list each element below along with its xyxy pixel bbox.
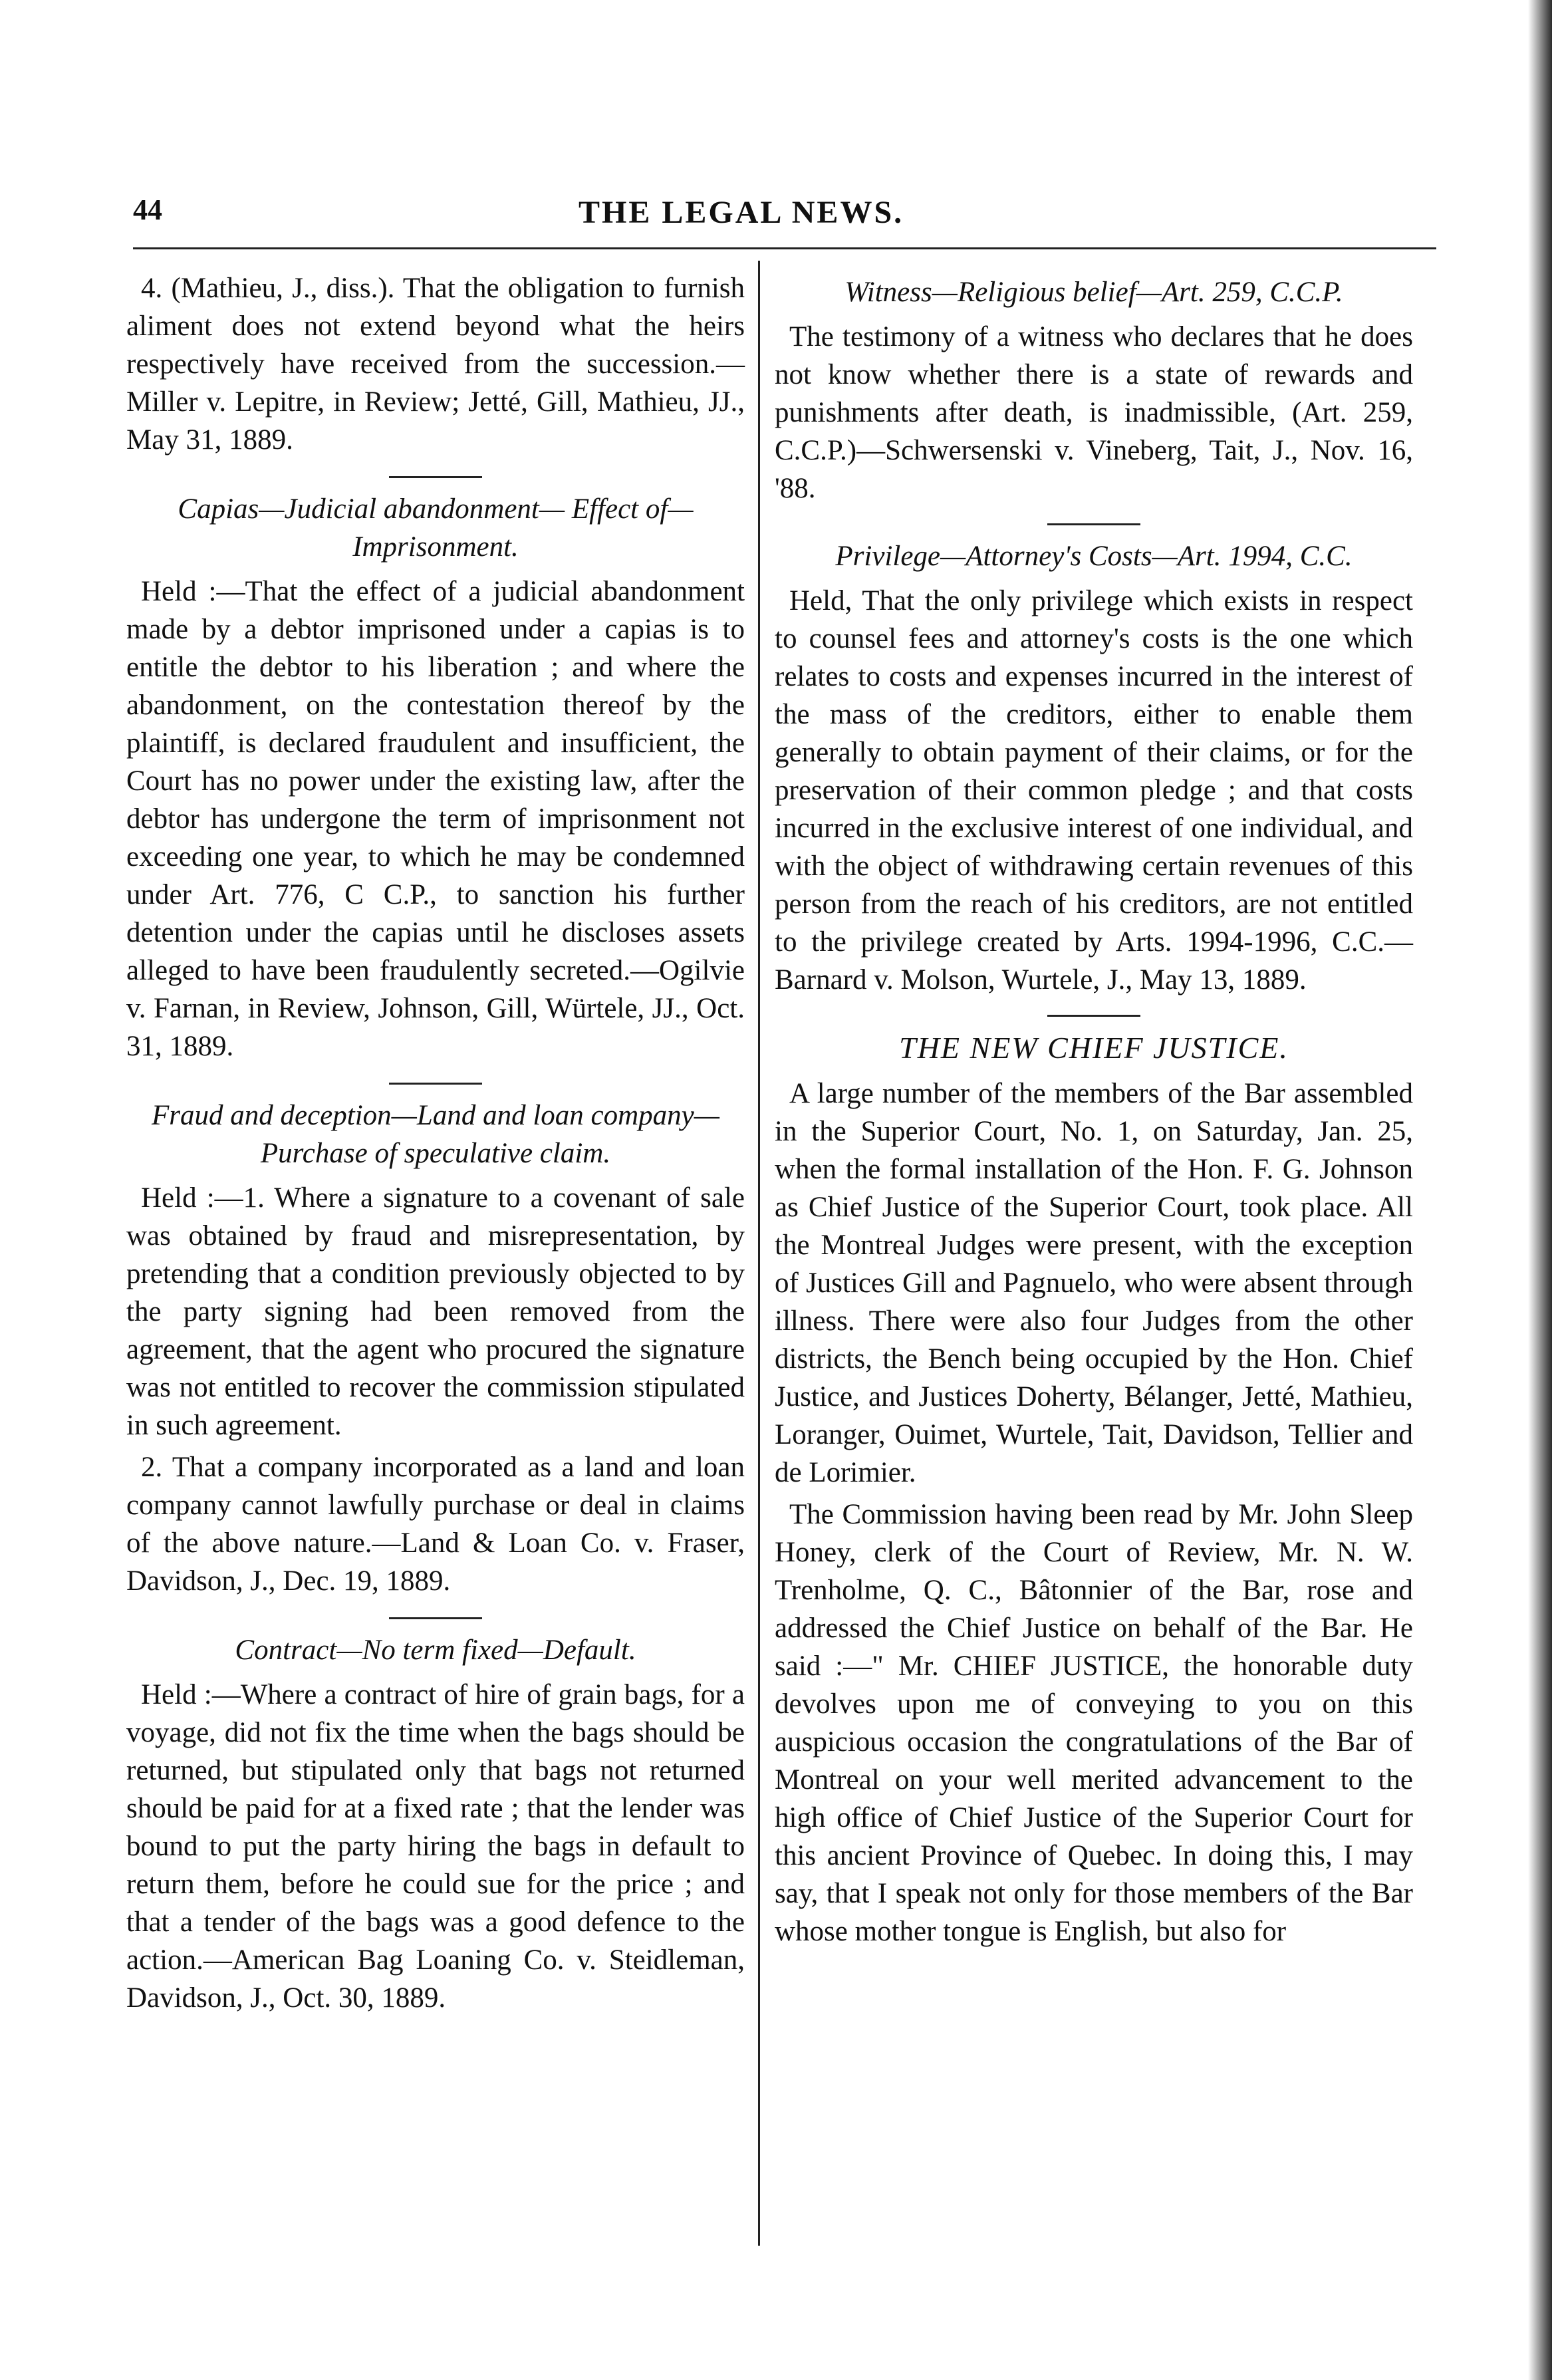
case-heading-privilege: Privilege—Attorney's Costs—Art. 1994, C.C. (835, 541, 1353, 572)
page-number: 44 (133, 194, 162, 226)
running-head-title: THE LEGAL NEWS. (579, 195, 904, 230)
paragraph-installation: A large number of the members of the Bar assembled in the Superior Court, No. 1, on Saturday, Jan. 25, when the formal installation of the Hon. F. G. Johnson as Chief Justice of the Superior Court, took place. All the Montreal Judges were present, with the exception of Justices Gill and Pagnuelo, who were absent through illness. There were also four Judges from the other districts, the Bench being occupied by the Hon. Chief Justice, and Justices Doherty, Bélanger, Jetté, Mathieu, Loranger, Ouimet, Wurtele, Tait, Davidson, Tellier and de Lorimier. (775, 1078, 1413, 1488)
paragraph-capias-held: Held :—That the effect of a judicial abandonment made by a debtor imprisoned under a capias is to entitle the debtor to his liberation ; and where the abandonment, on the contestation thereof by the plaintiff, is declared fraudulent and insufficient, the Court has no power under the existing law, after the debtor has undergone the term of imprisonment not exceeding one year, to which he may be condemned under Art. 776, C C.P., to sanction his further detention under the capias until he discloses assets alleged to have been fraudulently secreted.—Ogilvie v. Farnan, in Review, Johnson, Gill, Würtele, JJ., Oct. 31, 1889. (126, 576, 745, 1062)
separator-rule (1047, 1015, 1140, 1017)
case-heading-contract: Contract—No term fixed—Default. (235, 1635, 636, 1666)
column-divider (758, 261, 760, 2246)
separator-rule (389, 1083, 482, 1085)
paragraph-commission-address: The Commission having been read by Mr. John Sleep Honey, clerk of the Court of Review, Mr. N. W. Trenholme, Q. C., Bâtonnier of the Bar, rose and addressed the Chief Justice on behalf of the Bar. He said :—" Mr. CHIEF JUSTICE, the honorable duty devolves upon me of conveying to you on this auspicious occasion the congratulations of the Bar of Montreal on your well merited advancement to the high office of Chief Justice of the Superior Court for this ancient Province of Quebec. In doing this, I may say, that I speak not only for those members of the Bar whose mother tongue is English, but also for (775, 1499, 1413, 1947)
page-edge-shadow (1528, 0, 1552, 2380)
left-column (126, 269, 745, 2021)
paragraph-mathieu-dissent: 4. (Mathieu, J., diss.). That the obligation to furnish aliment does not extend beyond what the heirs respectively have received from the succession.—Miller v. Lepitre, in Review; Jetté, Gill, Mathieu, JJ., May 31, 1889. (126, 273, 745, 456)
case-heading-fraud: Fraud and deception—Land and loan company—Purchase of speculative claim. (152, 1100, 719, 1169)
paragraph-witness: The testimony of a witness who declares that he does not know whether there is a state of rewards and punishments after death, is inadmissible, (Art. 259, C.C.P.)—Schwersenski v. Vineberg, Tait, J., Nov. 16, '88. (775, 321, 1413, 504)
right-column (775, 269, 1413, 1954)
separator-rule (389, 476, 482, 478)
separator-rule (389, 1617, 482, 1619)
paragraph-fraud-held-1: Held :—1. Where a signature to a covenant of sale was obtained by fraud and misrepresentation, by pretending that a condition previously objected to by the party signing had been removed from the agreement, that the agent who procured the signature was not entitled to recover the commission stipulated in such agreement. (126, 1182, 745, 1441)
paragraph-contract-held: Held :—Where a contract of hire of grain bags, for a voyage, did not fix the time when the bags should be returned, but stipulated only that bags not returned should be paid for at a fixed rate ; that the lender was bound to put the party hiring the bags in default to return them, before he could sue for the price ; and that a tender of the bags was a good defence to the action.—American Bag Loaning Co. v. Steidleman, Davidson, J., Oct. 30, 1889. (126, 1679, 745, 2014)
header-rule (133, 247, 1436, 249)
separator-rule (1047, 523, 1140, 525)
case-heading-capias: Capias—Judicial abandonment— Effect of— Imprisonment. (178, 493, 694, 563)
paragraph-privilege: Held, That the only privilege which exists in respect to counsel fees and attorney's costs is the one which relates to costs and expenses incurred in the interest of the mass of the creditors, either to enable them generally to obtain payment of their claims, or for the preservation of their common pledge ; and that costs incurred in the exclusive interest of one individual, and with the object of withdrawing certain revenues of this person from the reach of his creditors, are not entitled to the privilege created by Arts. 1994-1996, C.C.—Barnard v. Molson, Wurtele, J., May 13, 1889. (775, 585, 1413, 995)
section-title-new-chief-justice: THE NEW CHIEF JUSTICE. (899, 1031, 1289, 1065)
paragraph-fraud-held-2: 2. That a company incorporated as a land and loan company cannot lawfully purchase or deal in claims of the above nature.—Land & Loan Co. v. Fraser, Davidson, J., Dec. 19, 1889. (126, 1452, 745, 1597)
case-heading-witness: Witness—Religious belief—Art. 259, C.C.P. (844, 277, 1343, 308)
